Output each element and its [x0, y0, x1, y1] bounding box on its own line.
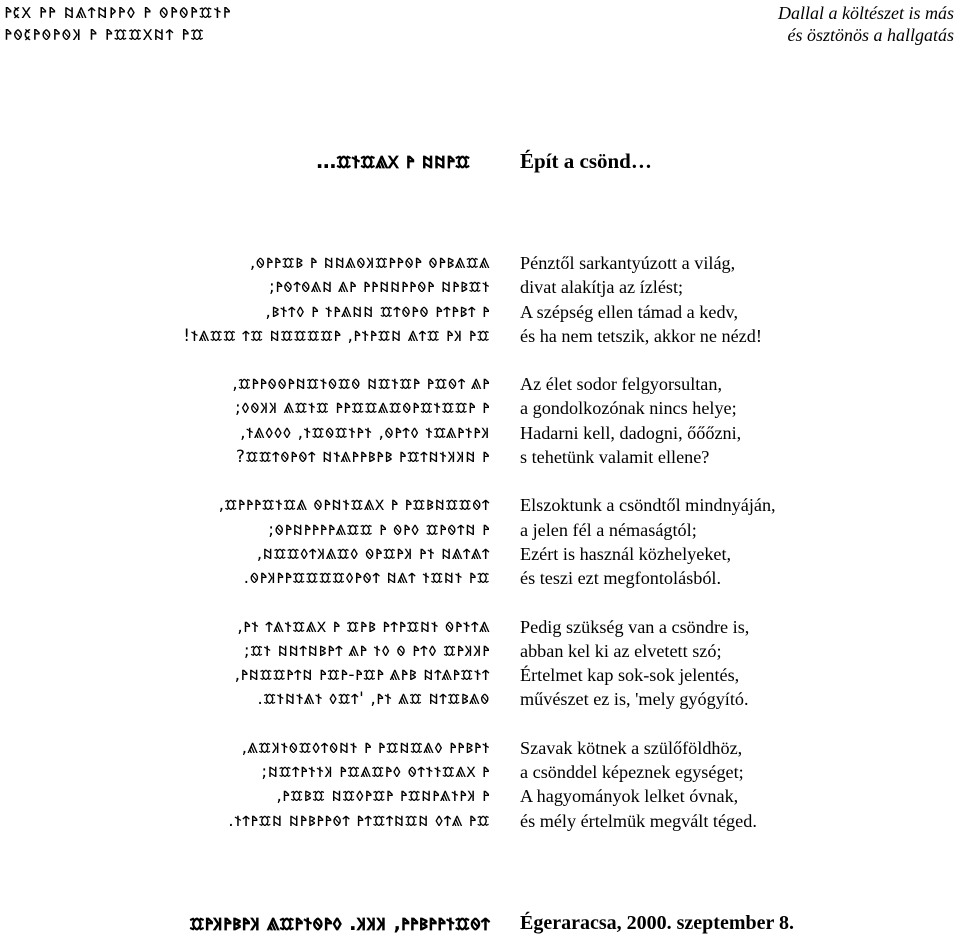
rune-line: .𐳃𐳐𐳆𐳐𐳖𐳐 𐳓𐳃𐳄' ‚𐳀𐳐 𐳖𐳃 𐳆𐳄𐳃𐳘𐳖𐳗: [257, 689, 490, 710]
rune-stanza-5: [160, 736, 490, 833]
signature-rune: 𐳃𐳀𐳞𐳀𐳘𐳀𐳞 𐳖𐳃𐳀𐳐𐳗𐳀𐳓 .𐳞𐳞𐳞 ‚𐳀𐳀𐳘𐳀𐳀𐳐𐳃𐳗𐳄: [189, 911, 490, 935]
signature-latin: Égeraracsa, 2000. szeptember 8.: [520, 912, 795, 934]
latin-line: és ha nem tetszik, akkor ne nézd!: [520, 325, 762, 346]
latin-line: művészet ez is, 'mely gyógyító.: [520, 689, 749, 710]
header-latin-text: [514, 2, 954, 46]
poem-title-latin: Épít a csönd…: [520, 149, 652, 173]
poem-title-rune: …𐳃𐳐𐳃𐳖𐳂 𐳀 𐳆𐳆𐳀𐳃: [316, 149, 470, 173]
header-rune-line-1: 𐳀𐳉𐳂 𐳀𐳀 𐳆𐳖𐳄𐳆𐳁𐳀𐳓 𐳀 𐳗𐳀𐳗𐳀𐳃𐳐𐳀: [4, 2, 232, 23]
rune-stanza-1: [160, 251, 490, 348]
latin-line: abban kel ki az elvetett szó;: [520, 640, 722, 661]
rune-line: ‚𐳗𐳀𐳀𐳃𐳘 𐳀 𐳆𐳆𐳖𐳗𐳞𐳃𐳀𐳀𐳗𐳀 𐳗𐳀𐳘𐳖𐳃𐳖: [249, 253, 490, 273]
rune-line: ‚𐳃𐳀𐳀𐳗𐳗𐳀𐳆𐳃𐳐𐳗𐳃𐳗 𐳆𐳃𐳐𐳃𐳀 𐳀𐳃𐳗𐳄 𐳖𐳀: [232, 374, 490, 395]
latin-line: Szavak kötnek a szülőföldhöz,: [520, 737, 743, 758]
latin-line: s tehetünk valamit ellene?: [520, 447, 710, 468]
rune-line: ‚𐳐𐳖𐳓𐳓𐳓 ‚𐳐𐳃𐳗𐳃𐳐𐳀𐳐 ‚𐳗𐳀𐳄𐳓 𐳐𐳃𐳖𐳀𐳐𐳀𐳞: [239, 422, 490, 443]
latin-line: Pénztől sarkantyúzott a világ,: [520, 253, 736, 273]
rune-line: .𐳐𐳄𐳀𐳃𐳆 𐳆𐳀𐳘𐳀𐳀𐳗𐳄 𐳀𐳄𐳃𐳄𐳆𐳃𐳆 𐳓𐳄𐳖 𐳀𐳃: [228, 810, 490, 831]
rune-line: ‚𐳆𐳃𐳃𐳓𐳄𐳞𐳖𐳃𐳓 𐳗𐳀𐳃𐳀𐳞 𐳀𐳐 𐳆𐳖𐳄𐳖𐳄: [256, 543, 490, 564]
latin-line: A szépség ellen támad a kedv,: [520, 301, 738, 322]
header-rune-line-2: 𐳀𐳗𐳉𐳀𐳗𐳀𐳗𐳞 𐳀 𐳀𐳃𐳃𐳂𐳆𐳄 𐳀𐳃: [4, 24, 205, 45]
rune-line: ;𐳆𐳃𐳄𐳀𐳐𐳐𐳞 𐳀𐳃𐳖𐳃𐳀𐳓 𐳗𐳄𐳐𐳐𐳃𐳖𐳂 𐳀: [261, 762, 490, 783]
latin-line: Pedig szükség van a csöndre is,: [520, 616, 750, 637]
rune-stanza-4: [160, 615, 490, 712]
rune-line: ‚𐳃𐳀𐳀𐳀𐳃𐳐𐳃𐳖 𐳗𐳀𐳆𐳐𐳃𐳖𐳂 𐳀 𐳀𐳃𐳘𐳆𐳃𐳃𐳗𐳄: [218, 495, 490, 516]
latin-line: Az élet sodor felgyorsultan,: [520, 374, 723, 395]
rune-stanza-3: [160, 493, 490, 590]
latin-stanza-2: [520, 372, 950, 469]
rune-line: ;𐳓𐳗𐳞𐳞 𐳖𐳃𐳐𐳃 𐳀𐳀𐳃𐳃𐳖𐳃𐳗𐳀𐳃𐳐𐳃𐳃𐳀 𐳀: [234, 398, 490, 419]
header-latin-line-1: Dallal a költészet is más: [778, 3, 954, 23]
poem-latin-column: [520, 251, 950, 857]
rune-line: ‚𐳘𐳐𐳄𐳓 𐳀 𐳐𐳀𐳖𐳆𐳆 𐳃𐳄𐳗𐳀𐳗 𐳀𐳄𐳀𐳘𐳄 𐳀: [265, 301, 490, 322]
poem-rune-column: [160, 251, 490, 857]
rune-line: .𐳗𐳀𐳞𐳀𐳀𐳃𐳃𐳃𐳃𐳓𐳀𐳗𐳄 𐳆𐳖𐳄 𐳐𐳃𐳆𐳐 𐳀𐳃: [243, 568, 490, 589]
latin-stanza-5: [520, 736, 950, 833]
latin-line: Értelmet kap sok-sok jelentés,: [520, 665, 740, 686]
latin-line: a csönddel képeznek egységet;: [520, 762, 744, 783]
latin-line: a gondolkozónak nincs helye;: [520, 398, 737, 419]
rune-line: ;𐳃𐳐 𐳆𐳆𐳄𐳆𐳘𐳀𐳄 𐳖𐳀 𐳐𐳓 𐳗 𐳀𐳄𐳓 𐳃𐳀𐳞𐳞𐳀: [243, 640, 490, 661]
latin-line: a jelen fél a némaságtól;: [520, 519, 697, 540]
latin-line: divat alakítja az ízlést;: [520, 277, 684, 298]
latin-line: A hagyományok lelket óvnak,: [520, 786, 739, 807]
rune-line: ;𐳀𐳗𐳄𐳗𐳖𐳆 𐳖𐳀 𐳀𐳀𐳆𐳆𐳀𐳀𐳗𐳀 𐳆𐳀𐳘𐳃𐳐: [268, 277, 490, 298]
rune-line: ‚𐳀𐳃𐳘𐳃 𐳆𐳃𐳓𐳀𐳃𐳀 𐳀𐳃𐳆𐳀𐳖𐳐𐳀𐳞 𐳀: [276, 786, 490, 807]
latin-line: Hadarni kell, dadogni, őőőzni,: [520, 422, 742, 443]
header-rune-text: [4, 2, 304, 46]
rune-line: ;𐳗𐳀𐳆𐳀𐳀𐳀𐳀𐳖𐳃𐳃 𐳀 𐳗𐳀𐳓 𐳃𐳀𐳗𐳄𐳆 𐳀: [268, 519, 490, 540]
latin-stanza-4: [520, 615, 950, 712]
rune-stanza-2: [160, 372, 490, 469]
latin-line: Ezért is használ közhelyeket,: [520, 543, 732, 564]
latin-line: és mély értelmük megvált téged.: [520, 810, 757, 831]
rune-line: ‚𐳖𐳃𐳞𐳐𐳗𐳃𐳓𐳄𐳗𐳆𐳐 𐳀 𐳀𐳃𐳆𐳃𐳖𐳓 𐳀𐳀𐳘𐳀𐳐: [241, 737, 490, 758]
latin-stanza-3: [520, 493, 950, 590]
latin-stanza-1: [520, 251, 950, 348]
rune-line: ‚𐳀𐳐 𐳄𐳖𐳐𐳃𐳖𐳂 𐳀 𐳃𐳀𐳘 𐳀𐳄𐳀𐳃𐳆𐳐 𐳗𐳀𐳐𐳄𐳖: [237, 616, 490, 637]
rune-line: ‚𐳀𐳆𐳃𐳃𐳀𐳄𐳆 𐳀𐳃𐳀-𐳀𐳃𐳀 𐳖𐳀𐳘 𐳆𐳄𐳖𐳀𐳃𐳐𐳄: [234, 665, 490, 686]
latin-line: és teszi ezt megfontolásból.: [520, 568, 722, 589]
header-latin-line-2: és ösztönös a hallgatás: [787, 25, 954, 45]
rune-line: !𐳐𐳖𐳃𐳃 𐳄𐳃 𐳆𐳃𐳃𐳃𐳃𐳀 ‚𐳀𐳐𐳀𐳃𐳆 𐳖𐳄𐳃 𐳀𐳞 𐳀𐳃: [183, 325, 490, 346]
latin-line: Elszoktunk a csöndtől mindnyáján,: [520, 495, 776, 516]
rune-line: ?𐳃𐳃𐳄𐳗𐳀𐳗𐳄 𐳆𐳐𐳖𐳀𐳀𐳘𐳀𐳘 𐳀𐳃𐳄𐳆𐳐𐳞𐳞𐳆 𐳀: [235, 447, 490, 468]
